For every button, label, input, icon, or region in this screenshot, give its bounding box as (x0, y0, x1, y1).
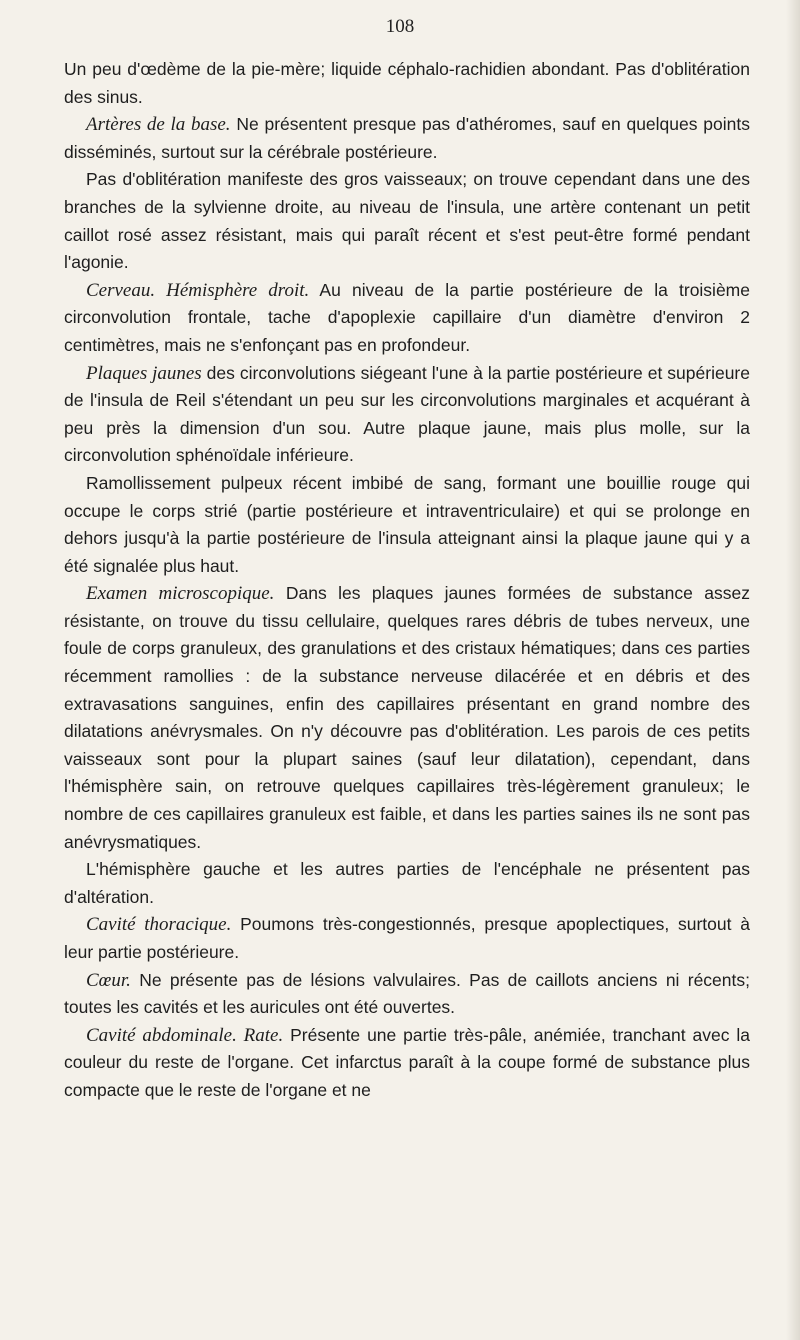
paragraph-body: Pas d'oblitération manifeste des gros vaisseaux; on trouve cependant dans une des branches de la sylvienne droite, au niveau de l'insula, une artère contenant un petit caillot rosé assez résistant, mais qui paraît récent et s'est peut-être formé pendant l'agonie. (64, 169, 750, 273)
paragraph-body: L'hémisphère gauche et les autres parties de l'encéphale ne présentent pas d'altération. (64, 859, 750, 907)
paragraph-body: Dans les plaques jaunes formées de substance assez résistante, on trouve du tissu cellulaire, quelques rares débris de tubes nerveux, une foule de corps granuleux, des granulations et des cristaux hématiques; dans ces parties récemment ramollies : de la substance nerveuse dilacérée et en débris et des extravasations sanguines, enfin des capillaires présentant en grand nombre des dilatations anévrysmales. On n'y découvre pas d'oblitération. Les parois de ces petits vaisseaux sont pour la plupart saines (sauf leur dilatation), cependant, dans l'hémisphère sain, on retrouve quelques capillaires très-légèrement granuleux; le nombre de ces capillaires granuleux est faible, et dans les parties saines ils ne sont pas anévrysmatiques. (64, 583, 751, 852)
paragraph-cavite-abdominale (64, 1022, 750, 1105)
page-number: 108 (385, 16, 415, 37)
paragraph-body: Un peu d'œdème de la pie-mère; liquide céphalo-rachidien abondant. Pas d'oblitération des sinus. (64, 59, 750, 107)
paragraph-plaques-jaunes (64, 360, 750, 470)
paragraph-lead: Artères de la base. (86, 114, 231, 136)
paragraph-lead: Cavité abdominale. Rate. (86, 1024, 284, 1046)
paragraph-lead: Cœur. (86, 969, 131, 991)
paragraph-coeur (64, 967, 750, 1022)
paragraph-body: Ramollissement pulpeux récent imbibé de sang, formant une bouillie rouge qui occupe le corps strié (partie postérieure et intraventriculaire) et qui se prolonge en dehors jusqu'à la partie postérieure de l'insula atteignant ainsi la plaque jaune qui y a été signalée plus haut. (64, 472, 750, 576)
body-text (64, 56, 750, 1105)
paragraph-body: Poumons très-congestionnés, presque apoplectiques, surtout à leur partie postérieure. (64, 914, 750, 962)
paragraph-lead: Examen microscopique. (86, 583, 275, 605)
paragraph-arteres (64, 111, 750, 166)
paragraph-body: Présente une partie très-pâle, anémiée, tranchant avec la couleur du reste de l'organe. Cet infarctus paraît à la coupe formé de substance plus compacte que le reste de l'organe et ne (64, 1024, 750, 1100)
paragraph-meninges (64, 56, 750, 111)
paragraph-lead: Cerveau. Hémisphère droit. (86, 279, 310, 301)
paragraph-body: Ne présentent presque pas d'athéromes, sauf en quelques points disséminés, surtout sur la cérébrale postérieure. (64, 114, 750, 162)
paragraph-lead: Plaques jaunes (86, 362, 202, 384)
paragraph-body: Au niveau de la partie postérieure de la troisième circonvolution frontale, tache d'apoplexie capillaire d'un diamètre d'environ 2 centimètres, mais ne s'enfonçant pas en profondeur. (64, 279, 750, 355)
paragraph-body: Ne présente pas de lésions valvulaires. Pas de caillots anciens ni récents; toutes les cavités et les auricules ont été ouvertes. (64, 969, 750, 1018)
paragraph-ramollissement (64, 470, 750, 580)
paragraph-cerveau (64, 277, 750, 360)
paragraph-lead: Cavité thoracique. (86, 914, 232, 936)
paragraph-hemisphere-gauche (64, 856, 750, 911)
paragraph-examen-microscopique (64, 580, 750, 856)
paragraph-cavite-thoracique (64, 911, 750, 966)
paragraph-oblitération (64, 166, 750, 276)
paragraph-body: des circonvolutions siégeant l'une à la partie postérieure et supérieure de l'insula de Reil s'étendant un peu sur les circonvolutions marginales et acquérant à peu près la dimension d'un sou. Autre plaque jaune, mais plus molle, sur la circonvolution sphénoïdale inférieure. (64, 362, 750, 466)
page-edge-shadow (786, 0, 800, 1340)
